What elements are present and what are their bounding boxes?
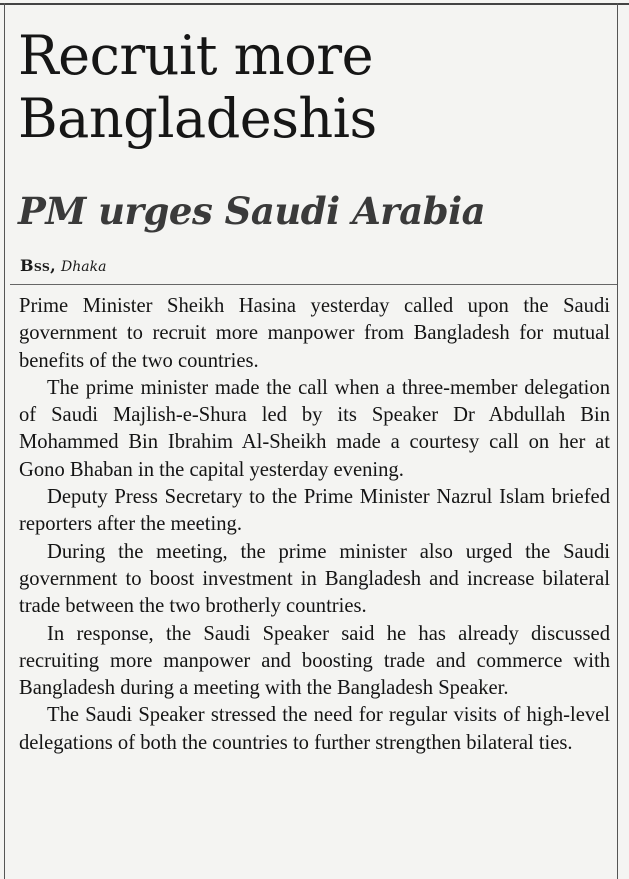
byline-agency: Bss, (20, 256, 56, 275)
headline: Recruit more Bangladeshis (18, 24, 377, 150)
article-paragraph: Prime Minister Sheikh Hasina yesterday called upon the Saudi government to recruit more manpower from Bangladesh for mutual benefits of the two countries. (19, 295, 610, 372)
byline-divider (10, 284, 617, 285)
article-paragraph: The prime minister made the call when a three-member delegation of Saudi Majlish-e-Shura led by its Speaker Dr Abdullah Bin Mohammed Bin Ibrahim Al-Sheikh made a courtesy call on her at Gono Bhaban in the capital yesterday evening. (19, 376, 610, 481)
article-paragraph: During the meeting, the prime minister also urged the Saudi government to boost investment in Bangladesh and increase bilateral trade between the two brotherly countries. (19, 540, 610, 618)
column-left-rule (4, 3, 5, 879)
article-body (19, 293, 610, 757)
article-paragraph: Deputy Press Secretary to the Prime Minister Nazrul Islam briefed reporters after the meeting. (19, 486, 610, 536)
top-rule (0, 3, 629, 5)
byline (20, 256, 106, 277)
subheadline: PM urges Saudi Arabia (18, 189, 486, 233)
byline-location: Dhaka (61, 259, 107, 275)
article-paragraph: The Saudi Speaker stressed the need for regular visits of high-level delegations of both the countries to further strengthen bilateral ties. (19, 704, 610, 754)
article-paragraph: In response, the Saudi Speaker said he has already discussed recruiting more manpower and boosting trade and commerce with Bangladesh during a meeting with the Bangladesh Speaker. (19, 622, 610, 700)
column-right-rule (617, 3, 618, 879)
